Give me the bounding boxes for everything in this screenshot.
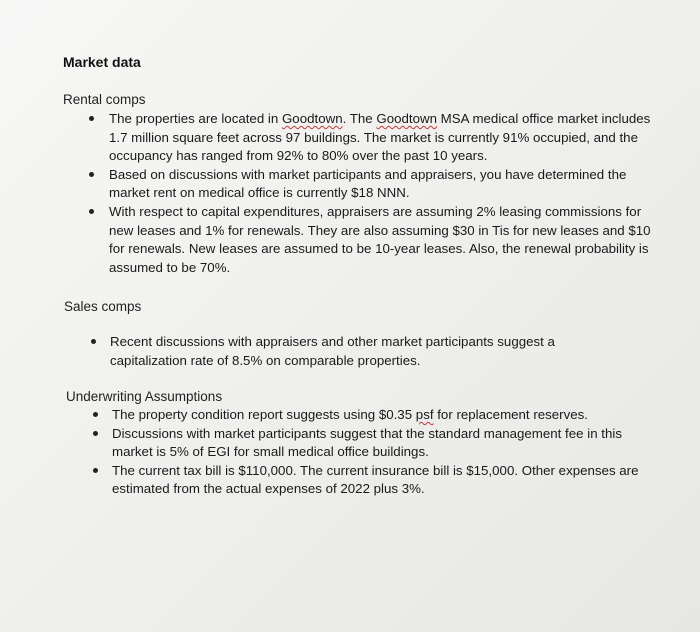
underwriting-heading: Underwriting Assumptions bbox=[66, 389, 223, 404]
bullet-icon bbox=[93, 468, 98, 473]
spellcheck-word: Goodtown bbox=[376, 111, 437, 126]
page-title: Market data bbox=[63, 54, 141, 70]
spellcheck-word: Goodtown bbox=[281, 111, 343, 126]
bullet-icon bbox=[89, 209, 94, 214]
list-item: Discussions with market participants suggest that the standard management fee in this market is 5% of EGI for small medical office buildings. bbox=[112, 425, 652, 462]
list-item: Based on discussions with market participants and appraisers, you have determined the market rent on medical office is currently $18 NNN. bbox=[109, 166, 654, 203]
spellcheck-word: psf bbox=[415, 407, 434, 422]
list-item: The current tax bill is $110,000. The current insurance bill is $15,000. Other expenses are estimated from the actual expenses of 2022 plus 3%. bbox=[112, 462, 652, 499]
rental-comps-list bbox=[109, 110, 654, 277]
rental-comps-heading: Rental comps bbox=[63, 92, 146, 107]
underwriting-list bbox=[112, 406, 652, 499]
bullet-icon bbox=[93, 431, 98, 436]
sales-comps-list bbox=[110, 333, 600, 370]
list-item: The properties are located in Goodtown. The Goodtown MSA medical office market includes 1.7 million square feet across 97 buildings. The market is currently 91% occupied, and the occupancy has ranged from 92% to 80% over the past 10 years. bbox=[109, 110, 654, 166]
bullet-icon bbox=[91, 339, 96, 344]
bullet-icon bbox=[93, 412, 98, 417]
list-item: With respect to capital expenditures, appraisers are assuming 2% leasing commissions for new leases and 1% for renewals. They are also assuming $30 in Tis for new leases and $10 for renewals. New leases are assumed to be 10-year leases. Also, the renewal probability is assumed to be 70%. bbox=[109, 203, 654, 277]
bullet-icon bbox=[89, 116, 94, 121]
list-item: The property condition report suggests using $0.35 psf for replacement reserves. bbox=[112, 406, 652, 425]
bullet-icon bbox=[89, 172, 94, 177]
list-item: Recent discussions with appraisers and other market participants suggest a capitalization rate of 8.5% on comparable properties. bbox=[110, 333, 600, 370]
sales-comps-heading: Sales comps bbox=[64, 299, 142, 314]
